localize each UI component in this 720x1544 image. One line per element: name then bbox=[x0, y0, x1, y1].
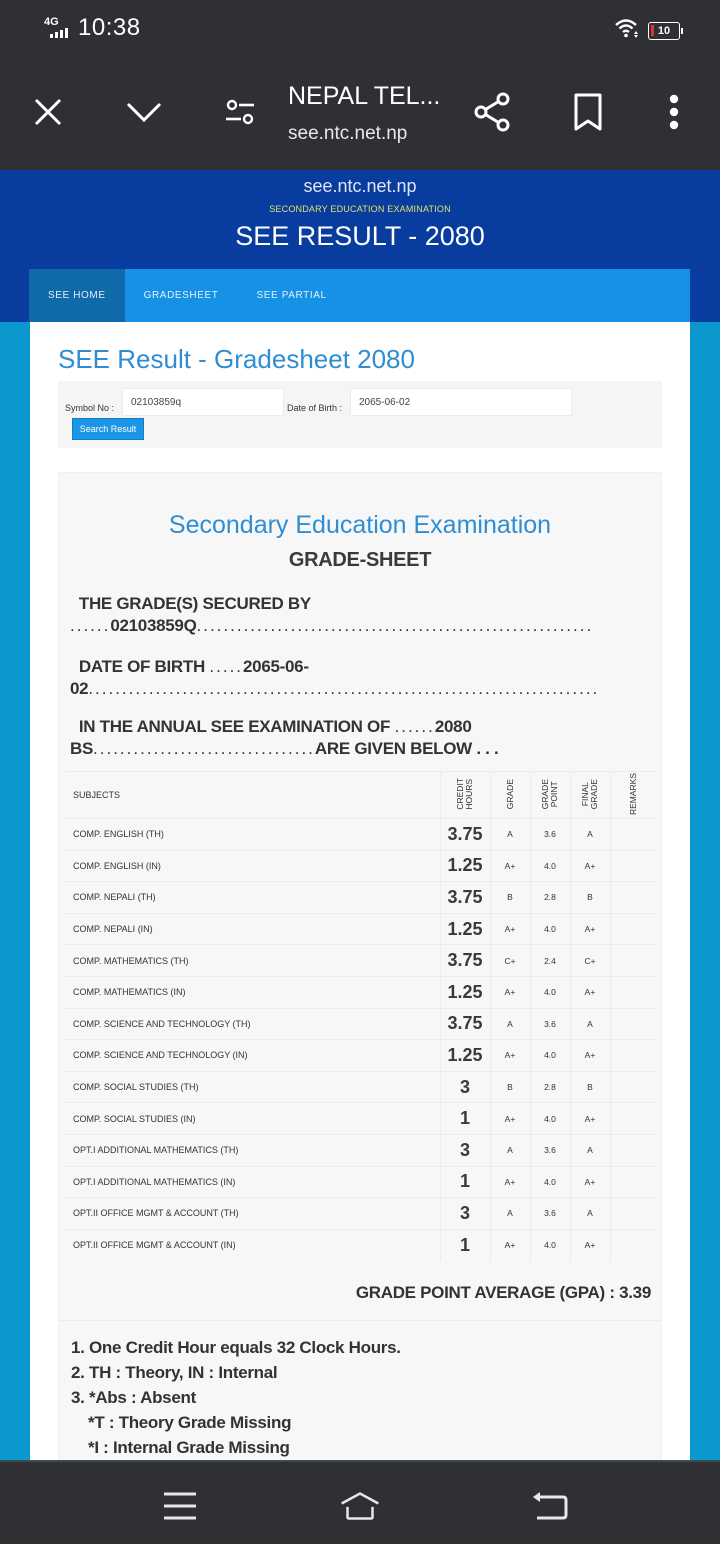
col-credit-hours: CREDIT HOURS bbox=[440, 772, 490, 819]
grade-point-cell: 3.6 bbox=[530, 1134, 570, 1166]
credit-hours-cell: 3.75 bbox=[440, 945, 490, 977]
final-grade-cell: A bbox=[570, 1008, 610, 1040]
network-type: 4G bbox=[44, 16, 59, 28]
chevron-down-icon[interactable] bbox=[124, 92, 164, 132]
remarks-cell bbox=[610, 1008, 656, 1040]
page-title: NEPAL TEL... bbox=[288, 82, 441, 110]
table-row bbox=[65, 1008, 656, 1040]
grade-point-cell: 4.0 bbox=[530, 913, 570, 945]
site-subtitle: SECONDARY EDUCATION EXAMINATION bbox=[269, 204, 451, 214]
remarks-cell bbox=[610, 1103, 656, 1135]
final-grade-cell: A+ bbox=[570, 850, 610, 882]
search-form bbox=[58, 381, 662, 448]
final-grade-cell: A bbox=[570, 1134, 610, 1166]
final-grade-cell: C+ bbox=[570, 945, 610, 977]
note-item: 1. One Credit Hour equals 32 Clock Hours. bbox=[71, 1338, 401, 1357]
grade-point-cell: 3.6 bbox=[530, 819, 570, 851]
note-item: *I : Internal Grade Missing bbox=[88, 1438, 290, 1457]
credit-hours-cell: 1.25 bbox=[440, 913, 490, 945]
grade-cell: C+ bbox=[490, 945, 530, 977]
grade-point-cell: 4.0 bbox=[530, 1103, 570, 1135]
home-icon[interactable] bbox=[340, 1486, 380, 1526]
remarks-cell bbox=[610, 1229, 656, 1261]
sheet-heading: Secondary Education Examination bbox=[168, 511, 552, 539]
remarks-cell bbox=[610, 1198, 656, 1230]
grade-cell: A+ bbox=[490, 1229, 530, 1261]
remarks-cell bbox=[610, 819, 656, 851]
exam-line: IN THE ANNUAL SEE EXAMINATION OF ......2080 BS.................................ARE GIVEN BELOW . . . bbox=[70, 717, 499, 758]
share-icon[interactable] bbox=[472, 92, 512, 132]
final-grade-cell: B bbox=[570, 1071, 610, 1103]
final-grade-cell: B bbox=[570, 882, 610, 914]
battery-level: 10 bbox=[657, 24, 671, 37]
exam-label: IN THE ANNUAL SEE EXAMINATION OF bbox=[78, 717, 391, 736]
col-final-grade: FINAL GRADE bbox=[570, 772, 610, 819]
battery-icon bbox=[648, 22, 680, 40]
grade-point-cell: 2.8 bbox=[530, 882, 570, 914]
credit-hours-cell: 1 bbox=[440, 1166, 490, 1198]
site-settings-icon[interactable] bbox=[220, 92, 260, 132]
remarks-cell bbox=[610, 882, 656, 914]
grade-cell: A bbox=[490, 1134, 530, 1166]
col-remarks: REMARKS bbox=[610, 772, 656, 819]
clock: 10:38 bbox=[78, 14, 141, 41]
given-below: ARE GIVEN BELOW . . . bbox=[314, 739, 499, 758]
note-item: 2. TH : Theory, IN : Internal bbox=[71, 1363, 278, 1382]
grades-table bbox=[65, 771, 656, 1261]
grade-point-cell: 4.0 bbox=[530, 1166, 570, 1198]
grade-point-cell: 3.6 bbox=[530, 1198, 570, 1230]
final-grade-cell: A+ bbox=[570, 1040, 610, 1072]
subject-cell: COMP. MATHEMATICS (IN) bbox=[65, 976, 440, 1008]
grade-point-cell: 4.0 bbox=[530, 1040, 570, 1072]
sheet-subheading: GRADE-SHEET bbox=[288, 549, 432, 571]
table-row bbox=[65, 1198, 656, 1230]
note-item: *T : Theory Grade Missing bbox=[88, 1413, 292, 1432]
table-row bbox=[65, 1040, 656, 1072]
subject-cell: COMP. SCIENCE AND TECHNOLOGY (TH) bbox=[65, 1008, 440, 1040]
result-page-title: SEE Result - Gradesheet 2080 bbox=[58, 344, 415, 374]
secured-by-label: THE GRADE(S) SECURED BY bbox=[78, 594, 311, 613]
remarks-cell bbox=[610, 1134, 656, 1166]
site-title: SEE RESULT - 2080 bbox=[235, 221, 485, 251]
credit-hours-cell: 1 bbox=[440, 1229, 490, 1261]
grade-cell: B bbox=[490, 1071, 530, 1103]
student-dob: 2065-06-02 bbox=[70, 657, 309, 698]
search-result-button[interactable]: Search Result bbox=[72, 418, 144, 440]
remarks-cell bbox=[610, 1166, 656, 1198]
credit-hours-cell: 1 bbox=[440, 1103, 490, 1135]
nav-gradesheet[interactable]: GRADESHEET bbox=[143, 290, 219, 301]
grade-cell: A+ bbox=[490, 913, 530, 945]
grade-cell: A bbox=[490, 1198, 530, 1230]
table-header bbox=[65, 772, 656, 819]
grade-cell: A bbox=[490, 819, 530, 851]
dob-text-label: DATE OF BIRTH bbox=[78, 657, 205, 676]
nav-see-partial[interactable]: SEE PARTIAL bbox=[256, 290, 327, 301]
table-row bbox=[65, 976, 656, 1008]
subject-cell: COMP. ENGLISH (IN) bbox=[65, 850, 440, 882]
grade-cell: A+ bbox=[490, 976, 530, 1008]
table-row bbox=[65, 1229, 656, 1261]
subject-cell: OPT.II OFFICE MGMT & ACCOUNT (TH) bbox=[65, 1198, 440, 1230]
credit-hours-cell: 1.25 bbox=[440, 976, 490, 1008]
nav-see-home[interactable]: SEE HOME bbox=[29, 269, 125, 322]
final-grade-cell: A bbox=[570, 819, 610, 851]
credit-hours-cell: 3 bbox=[440, 1198, 490, 1230]
back-icon[interactable] bbox=[530, 1486, 570, 1526]
credit-hours-cell: 3.75 bbox=[440, 819, 490, 851]
browser-toolbar bbox=[0, 56, 720, 170]
exam-year: 2080 BS bbox=[70, 717, 472, 758]
subject-cell: OPT.II OFFICE MGMT & ACCOUNT (IN) bbox=[65, 1229, 440, 1261]
table-row bbox=[65, 819, 656, 851]
final-grade-cell: A+ bbox=[570, 913, 610, 945]
grade-cell: A+ bbox=[490, 850, 530, 882]
grade-cell: A+ bbox=[490, 1040, 530, 1072]
credit-hours-cell: 3.75 bbox=[440, 1008, 490, 1040]
remarks-cell bbox=[610, 913, 656, 945]
close-icon[interactable] bbox=[28, 92, 68, 132]
more-vert-icon[interactable] bbox=[654, 92, 694, 132]
subject-cell: COMP. NEPALI (IN) bbox=[65, 913, 440, 945]
credit-hours-cell: 1.25 bbox=[440, 850, 490, 882]
final-grade-cell: A+ bbox=[570, 1103, 610, 1135]
grade-point-cell: 4.0 bbox=[530, 850, 570, 882]
grade-point-cell: 3.6 bbox=[530, 1008, 570, 1040]
student-symbol: 02103859Q bbox=[110, 616, 197, 635]
final-grade-cell: A+ bbox=[570, 1166, 610, 1198]
subject-cell: OPT.I ADDITIONAL MATHEMATICS (IN) bbox=[65, 1166, 440, 1198]
note-item: 3. *Abs : Absent bbox=[71, 1388, 196, 1407]
subject-cell: COMP. ENGLISH (TH) bbox=[65, 819, 440, 851]
web-page bbox=[0, 170, 720, 1460]
table-row bbox=[65, 1071, 656, 1103]
table-row bbox=[65, 913, 656, 945]
grade-point-cell: 2.4 bbox=[530, 945, 570, 977]
grade-cell: B bbox=[490, 882, 530, 914]
system-nav-bar bbox=[0, 1460, 720, 1544]
main-content bbox=[30, 322, 690, 1460]
col-grade-point: GRADE POINT bbox=[530, 772, 570, 819]
remarks-cell bbox=[610, 945, 656, 977]
grade-point-cell: 4.0 bbox=[530, 976, 570, 1008]
table-row bbox=[65, 1166, 656, 1198]
subject-cell: OPT.I ADDITIONAL MATHEMATICS (TH) bbox=[65, 1134, 440, 1166]
table-row bbox=[65, 1134, 656, 1166]
subject-cell: COMP. SCIENCE AND TECHNOLOGY (IN) bbox=[65, 1040, 440, 1072]
dob-line: DATE OF BIRTH .....2065-06-02............................................................................ bbox=[70, 657, 600, 698]
table-row bbox=[65, 850, 656, 882]
dob-label: Date of Birth : bbox=[287, 403, 343, 413]
site-domain: see.ntc.net.np bbox=[303, 176, 417, 196]
signal-icon bbox=[44, 16, 72, 40]
status-bar bbox=[0, 0, 720, 56]
table-row bbox=[65, 945, 656, 977]
recents-icon[interactable] bbox=[160, 1486, 200, 1526]
grade-cell: A bbox=[490, 1008, 530, 1040]
grade-sheet bbox=[58, 472, 662, 1460]
final-grade-cell: A+ bbox=[570, 1229, 610, 1261]
credit-hours-cell: 3 bbox=[440, 1134, 490, 1166]
secured-by-line: THE GRADE(S) SECURED BY ......02103859Q........................................................... bbox=[70, 594, 594, 635]
grade-cell: A+ bbox=[490, 1166, 530, 1198]
col-grade: GRADE bbox=[490, 772, 530, 819]
main-nav bbox=[29, 269, 690, 322]
remarks-cell bbox=[610, 1071, 656, 1103]
notes-list bbox=[71, 1335, 401, 1460]
credit-hours-cell: 1.25 bbox=[440, 1040, 490, 1072]
table-row bbox=[65, 1103, 656, 1135]
symbol-label: Symbol No : bbox=[65, 403, 115, 413]
gpa-text: GRADE POINT AVERAGE (GPA) : 3.39 bbox=[355, 1283, 651, 1302]
bookmark-icon[interactable] bbox=[568, 92, 608, 132]
subject-cell: COMP. SOCIAL STUDIES (TH) bbox=[65, 1071, 440, 1103]
final-grade-cell: A+ bbox=[570, 976, 610, 1008]
credit-hours-cell: 3.75 bbox=[440, 882, 490, 914]
credit-hours-cell: 3 bbox=[440, 1071, 490, 1103]
final-grade-cell: A bbox=[570, 1198, 610, 1230]
subject-cell: COMP. SOCIAL STUDIES (IN) bbox=[65, 1103, 440, 1135]
subject-cell: COMP. NEPALI (TH) bbox=[65, 882, 440, 914]
subject-cell: COMP. MATHEMATICS (TH) bbox=[65, 945, 440, 977]
col-subjects: SUBJECTS bbox=[65, 772, 440, 819]
grade-point-cell: 2.8 bbox=[530, 1071, 570, 1103]
table-row bbox=[65, 882, 656, 914]
remarks-cell bbox=[610, 1040, 656, 1072]
wifi-icon bbox=[614, 17, 640, 44]
grade-cell: A+ bbox=[490, 1103, 530, 1135]
remarks-cell bbox=[610, 976, 656, 1008]
divider bbox=[59, 1320, 661, 1321]
dob-input[interactable]: 2065-06-02 bbox=[350, 388, 572, 416]
grade-point-cell: 4.0 bbox=[530, 1229, 570, 1261]
symbol-input[interactable]: 02103859q bbox=[122, 388, 284, 416]
remarks-cell bbox=[610, 850, 656, 882]
url-text[interactable]: see.ntc.net.np bbox=[288, 123, 408, 144]
